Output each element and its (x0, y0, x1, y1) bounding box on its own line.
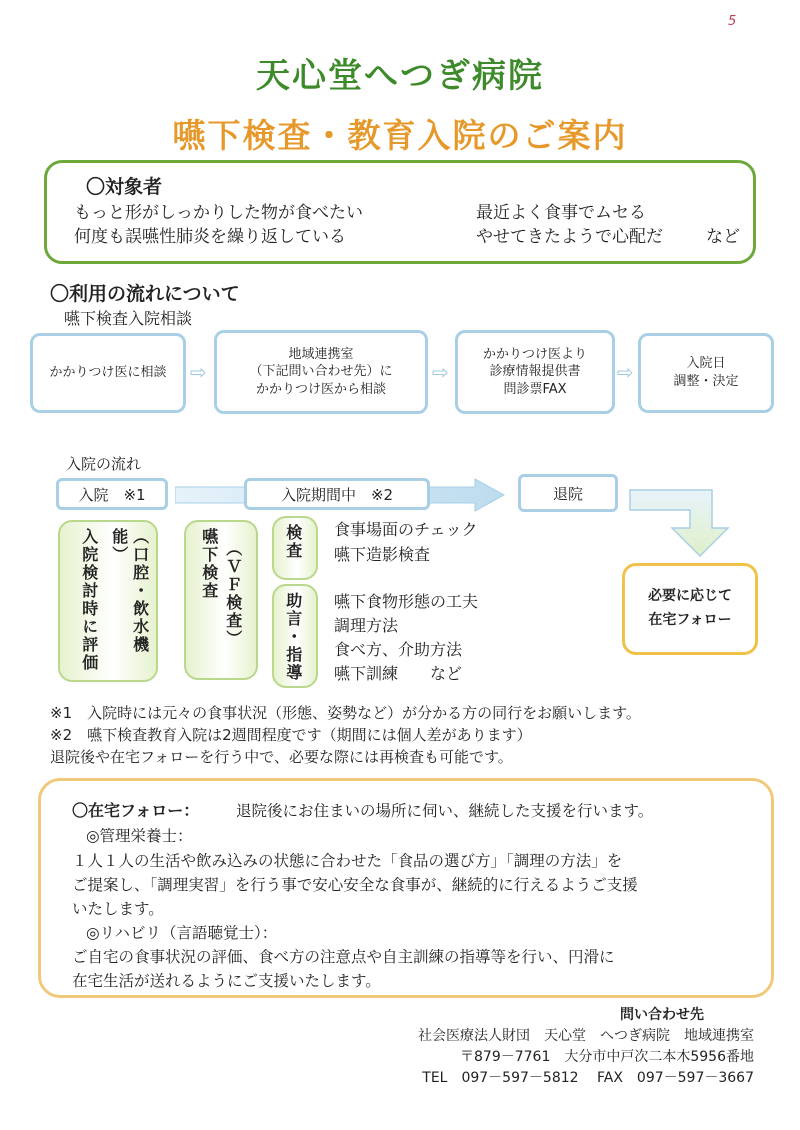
contact-address: 〒879－7761 大分市中戸次二本木5956番地 (460, 1049, 754, 1065)
exam-item: 食事場面のチェック (334, 520, 478, 539)
discharge-label: 退院 (552, 484, 583, 503)
flow-step-line: かかりつけ医より (482, 346, 587, 362)
flow-step-line: かかりつけ医から相談 (255, 381, 386, 397)
flow-step-2 (214, 330, 428, 414)
usage-flow-heading: 〇利用の流れについて (50, 283, 240, 305)
rehab-label: ◎リハビリ（言語聴覚士）： (86, 924, 278, 942)
flow-step-1 (30, 333, 186, 413)
advice-label: 助言・指導 (283, 592, 303, 682)
flow-step-3 (455, 330, 615, 414)
arrow-down-icon (628, 488, 738, 558)
chevron-right-icon: ⇨ (432, 360, 449, 384)
follow-need-line: 在宅フォロー (648, 612, 732, 628)
advice-item: 調理方法 (334, 616, 399, 635)
note-2: ※2 嚥下検査教育入院は2週間程度です（期間には個人差があります） (50, 726, 532, 744)
usage-flow-subheading: 嚥下検査入院相談 (64, 309, 193, 328)
note-3: 退院後や在宅フォローを行う中で、必要な際には再検査も可能です。 (50, 748, 513, 766)
target-item: やせてきたようで心配だ (476, 227, 663, 247)
flow-step-line: 診療情報提供書 (489, 364, 581, 380)
note-1: ※1 入院時には元々の食事状況（形態、姿勢など）が分かる方の同行をお願いします。 (50, 704, 641, 722)
dietitian-label: ◎管理栄養士： (86, 827, 193, 845)
chevron-right-icon: ⇨ (190, 360, 207, 384)
chevron-right-icon: ⇨ (617, 360, 634, 384)
eval-card-main: 入院検討時に評価 (79, 528, 99, 672)
rehab-line: ご自宅の食事状況の評価、食べ方の注意点や自主訓練の指導等を行い、円滑に (72, 948, 615, 966)
target-item: 何度も誤嚥性肺炎を繰り返している (74, 227, 346, 247)
home-follow-intro: 退院後にお住まいの場所に伺い、継続した支援を行います。 (236, 802, 654, 820)
admit-label: 入院 ※1 (78, 485, 146, 504)
admit-box (56, 478, 168, 510)
flow-step-line: かかりつけ医に相談 (49, 365, 167, 381)
target-item: 最近よく食事でムセる (476, 203, 646, 223)
period-label: 入院期間中 ※2 (280, 485, 394, 504)
target-heading: 〇対象者 (86, 176, 163, 198)
dietitian-line: １人１人の生活や飲み込みの状態に合わせた「食品の選び方」「調理の方法」を (72, 852, 623, 870)
rehab-line: 在宅生活が送れるようにご支援いたします。 (72, 972, 381, 990)
dietitian-line: いたします。 (72, 900, 164, 918)
advice-item: 嚥下食物形態の工夫 (334, 592, 479, 611)
contact-heading: 問い合わせ先 (620, 1007, 704, 1023)
period-box (244, 478, 430, 510)
contact-phone: TEL 097－597－5812 FAX 097－597－3667 (422, 1070, 754, 1086)
exam-item: 嚥下造影検査 (334, 545, 431, 564)
flow-step-line: 問診票FAX (503, 381, 567, 397)
advice-item: 食べ方、介助方法 (334, 640, 463, 659)
test-card (184, 520, 258, 680)
flow-step-4 (638, 333, 774, 413)
exam-label: 検査 (283, 524, 303, 560)
contact-org: 社会医療法人財団 天心堂 へつぎ病院 地域連携室 (418, 1028, 754, 1044)
target-item: など (706, 227, 740, 247)
dietitian-line: ご提案し、「調理実習」を行う事で安心安全な食事が、継続的に行えるようご支援 (72, 876, 638, 894)
flow-step-line: （下記問い合わせ先）に (249, 364, 393, 380)
home-follow-need-box (622, 563, 758, 655)
test-card-main: 嚥下検査 (199, 528, 219, 600)
page-mark: 5 (728, 14, 737, 29)
discharge-box (518, 474, 618, 512)
home-follow-heading: 〇在宅フォロー： (72, 801, 200, 820)
target-item: もっと形がしっかりした物が食べたい (74, 203, 363, 223)
eval-card-sub: （口腔・飲水機能） (109, 528, 150, 654)
page-subtitle: 嚥下検査・教育入院のご案内 (172, 116, 628, 155)
test-card-sub: （ＶＦ検査） (223, 540, 243, 648)
advice-item: 嚥下訓練 など (334, 664, 463, 683)
admission-flow-label: 入院の流れ (66, 455, 142, 473)
follow-need-line: 必要に応じて (648, 588, 732, 605)
flow-step-line: 入院日 (686, 356, 726, 372)
hospital-name: 天心堂へつぎ病院 (256, 56, 544, 96)
flow-step-line: 調整・決定 (673, 374, 739, 389)
flow-step-line: 地域連携室 (288, 346, 354, 362)
